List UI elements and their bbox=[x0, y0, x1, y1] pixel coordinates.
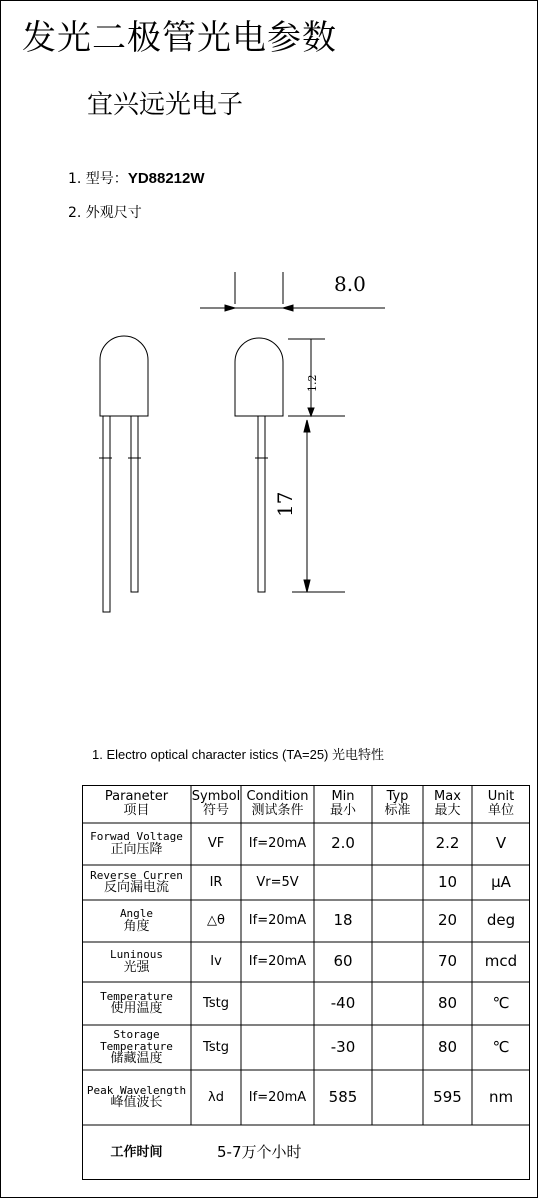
company-name: 宜兴远光电子 bbox=[87, 90, 244, 120]
symbol-cell: IR bbox=[209, 874, 223, 890]
param-en: Temperature bbox=[100, 989, 173, 1003]
header-condition bbox=[241, 785, 314, 823]
header-max bbox=[423, 785, 472, 823]
param-en: Angle bbox=[119, 907, 154, 921]
param-en: Luninous bbox=[110, 948, 163, 962]
symbol-cell: △θ bbox=[207, 913, 225, 929]
param-cell bbox=[82, 1070, 191, 1125]
led-dimension-drawing bbox=[0, 260, 538, 630]
condition-cell bbox=[241, 1025, 314, 1070]
header-symbol bbox=[191, 785, 241, 823]
min-cell: 585 bbox=[328, 1087, 358, 1106]
unit-cell: μA bbox=[491, 872, 511, 891]
min-cell: 18 bbox=[333, 911, 353, 930]
header-max-en: Max bbox=[434, 789, 461, 805]
header-max-cn: 最大 bbox=[434, 803, 461, 818]
header-unit bbox=[472, 785, 530, 823]
symbol-cell: Tstg bbox=[203, 995, 229, 1011]
header-typ bbox=[372, 785, 423, 823]
unit-cell: mcd bbox=[484, 952, 518, 971]
min-cell: -30 bbox=[330, 1037, 356, 1056]
param-cell bbox=[82, 900, 191, 942]
header-min bbox=[314, 785, 372, 823]
symbol-cell: λd bbox=[208, 1089, 224, 1105]
page-title: 发光二极管光电参数 bbox=[22, 18, 337, 58]
dome-value: 1.2 bbox=[306, 374, 319, 392]
param-cell bbox=[82, 823, 191, 865]
header-symbol-en: Symbol bbox=[191, 789, 241, 805]
symbol-cell: VF bbox=[207, 836, 225, 852]
header-unit-cn: 单位 bbox=[487, 803, 514, 818]
max-cell: 80 bbox=[437, 1037, 458, 1056]
param-cn: 储藏温度 bbox=[110, 1051, 163, 1067]
param-cell bbox=[82, 942, 191, 982]
condition-cell: If=20mA bbox=[248, 836, 307, 852]
max-cell: 80 bbox=[437, 993, 458, 1012]
header-typ-en: Typ bbox=[386, 789, 409, 805]
param-cn: 峰值波长 bbox=[110, 1095, 163, 1111]
condition-cell: If=20mA bbox=[248, 1089, 307, 1105]
life-label: 工作时间 bbox=[110, 1144, 163, 1160]
led-front-view bbox=[99, 336, 148, 612]
param-en: Peak Wavelength bbox=[86, 1083, 187, 1097]
symbol-cell: Iv bbox=[210, 954, 222, 970]
max-cell: 2.2 bbox=[435, 834, 460, 853]
unit-cell: ℃ bbox=[492, 993, 510, 1012]
unit-cell: ℃ bbox=[492, 1037, 510, 1056]
min-cell bbox=[314, 865, 372, 900]
dims-label: 2. 外观尺寸 bbox=[68, 205, 142, 221]
max-cell: 595 bbox=[433, 1087, 462, 1106]
condition-cell: If=20mA bbox=[248, 913, 307, 929]
width-value: 8.0 bbox=[334, 272, 366, 296]
param-cn: 光强 bbox=[123, 959, 150, 975]
header-param bbox=[82, 785, 191, 823]
symbol-cell: Tstg bbox=[203, 1039, 229, 1055]
max-cell: 20 bbox=[437, 911, 458, 930]
header-param-cn: 项目 bbox=[123, 803, 150, 818]
param-cell bbox=[82, 865, 191, 900]
lead-dimension bbox=[292, 420, 345, 592]
param-cn: 正向压降 bbox=[110, 841, 163, 857]
max-cell: 70 bbox=[437, 952, 458, 971]
condition-cell: Vr=5V bbox=[256, 874, 299, 890]
param-cell bbox=[82, 1025, 191, 1070]
unit-cell: deg bbox=[486, 911, 516, 930]
param-cn: 使用温度 bbox=[110, 1001, 163, 1017]
condition-cell bbox=[241, 982, 314, 1025]
model-line bbox=[68, 168, 205, 188]
unit-cell: nm bbox=[488, 1087, 514, 1106]
min-cell: 2.0 bbox=[331, 834, 355, 853]
header-param-en: Paraneter bbox=[104, 789, 169, 805]
param-cn: 反向漏电流 bbox=[103, 880, 169, 896]
header-min-cn: 最小 bbox=[329, 803, 356, 818]
param-cn: 角度 bbox=[123, 918, 150, 934]
param-en: Reverse Curren bbox=[90, 868, 183, 882]
led-side-view bbox=[235, 338, 283, 592]
unit-cell: V bbox=[495, 834, 507, 853]
param-cell bbox=[82, 982, 191, 1025]
model-label: 1. 型号： bbox=[68, 171, 128, 187]
min-cell: 60 bbox=[333, 952, 353, 971]
lead-value: 17 bbox=[273, 491, 297, 517]
header-unit-en: Unit bbox=[487, 789, 515, 805]
header-typ-cn: 标准 bbox=[384, 803, 411, 818]
model-value: YD88212W bbox=[127, 170, 205, 187]
min-cell: -40 bbox=[330, 993, 356, 1012]
life-value: 5-7万个小时 bbox=[217, 1142, 302, 1161]
header-condition-cn: 测试条件 bbox=[251, 803, 304, 818]
header-symbol-cn: 符号 bbox=[202, 803, 229, 818]
param-en: Forwad Voltage bbox=[90, 830, 183, 844]
param-en: Storage Temperature bbox=[100, 1028, 173, 1053]
condition-cell: If=20mA bbox=[248, 954, 307, 970]
header-min-en: Min bbox=[331, 789, 355, 805]
spec-table bbox=[82, 785, 530, 1180]
section-title: 1. Electro optical character istics (TA=25) 光电特性 bbox=[92, 747, 384, 762]
header-condition-en: Condition bbox=[246, 789, 309, 805]
max-cell: 10 bbox=[437, 872, 458, 891]
